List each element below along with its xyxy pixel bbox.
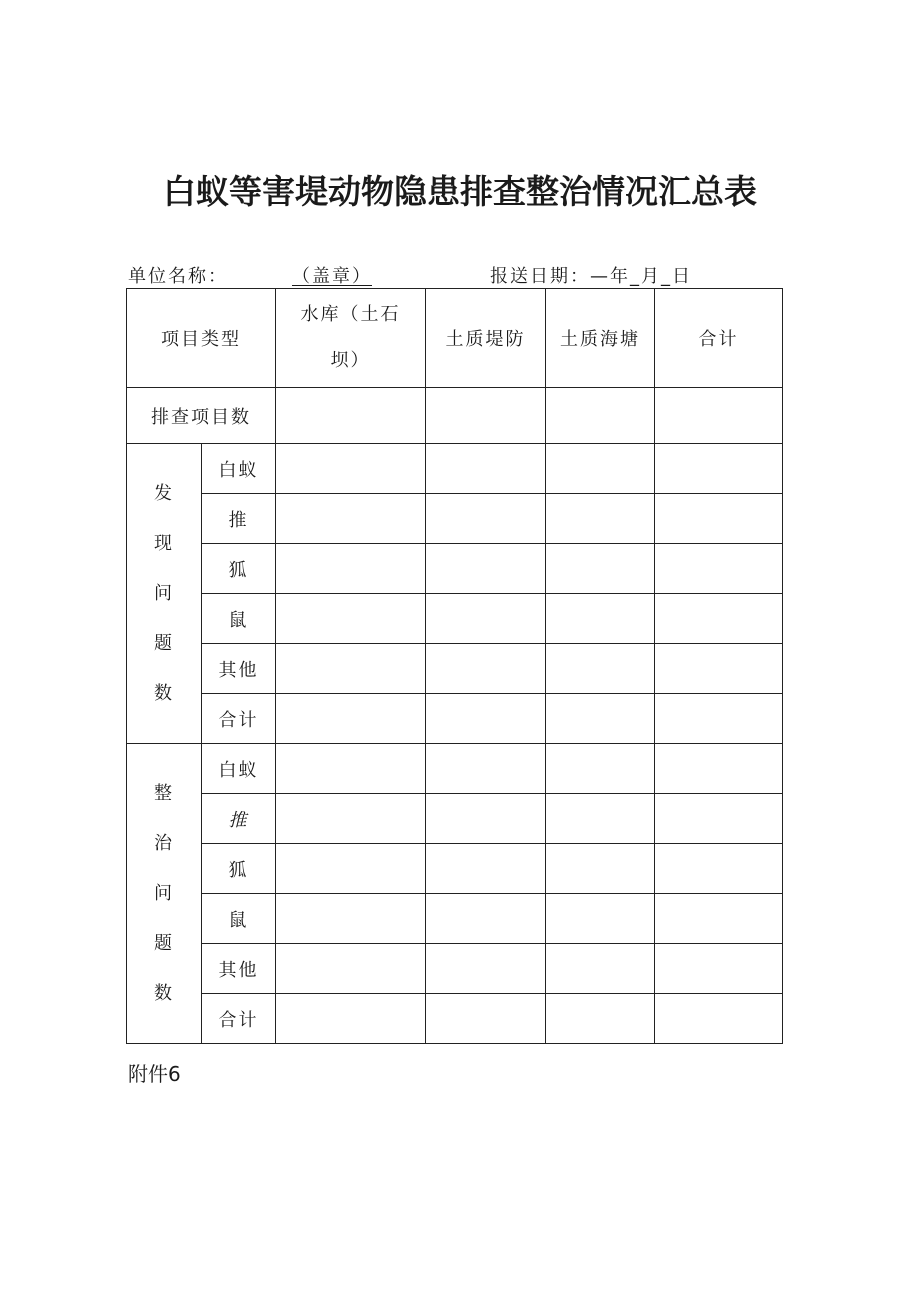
row-label: 狐	[202, 544, 276, 594]
header-reservoir-text: 水库（土石坝）	[300, 304, 401, 371]
table-cell[interactable]	[546, 594, 655, 644]
table-row	[127, 544, 783, 594]
group-label-fix	[127, 744, 202, 1044]
table-cell[interactable]	[655, 944, 783, 994]
report-date-label: 报送日期：—年_月_日	[490, 266, 692, 287]
table-cell[interactable]	[426, 844, 546, 894]
group-label-found	[127, 444, 202, 744]
table-cell[interactable]	[426, 694, 546, 744]
table-cell[interactable]	[276, 644, 426, 694]
header-reservoir	[276, 289, 426, 388]
group-label-found-text: 发现问题数	[154, 482, 174, 704]
table-row	[127, 594, 783, 644]
row-label: 推	[202, 494, 276, 544]
table-cell[interactable]	[655, 594, 783, 644]
table-cell[interactable]	[546, 994, 655, 1044]
seal-text: （盖章）	[292, 266, 372, 287]
table-cell[interactable]	[426, 794, 546, 844]
row-label: 合计	[202, 994, 276, 1044]
row-label: 合计	[202, 694, 276, 744]
table-cell[interactable]	[655, 694, 783, 744]
table-row	[127, 944, 783, 994]
table-cell[interactable]	[276, 994, 426, 1044]
table-cell[interactable]	[276, 944, 426, 994]
table-row	[127, 844, 783, 894]
header-earth-seawall: 土质海塘	[546, 289, 655, 388]
table-cell[interactable]	[655, 494, 783, 544]
header-total: 合计	[655, 289, 783, 388]
table-cell[interactable]	[546, 794, 655, 844]
table-cell[interactable]	[546, 894, 655, 944]
table-cell[interactable]	[655, 444, 783, 494]
table-cell[interactable]	[655, 644, 783, 694]
table-row	[127, 644, 783, 694]
table-cell[interactable]	[655, 794, 783, 844]
table-row	[127, 388, 783, 444]
table-cell[interactable]	[546, 494, 655, 544]
table-cell[interactable]	[655, 844, 783, 894]
table-cell[interactable]	[426, 494, 546, 544]
table-cell[interactable]	[276, 894, 426, 944]
table-row	[127, 744, 783, 794]
table-cell[interactable]	[276, 494, 426, 544]
row-label: 白蚁	[202, 444, 276, 494]
table-cell[interactable]	[546, 944, 655, 994]
table-cell[interactable]	[426, 594, 546, 644]
attachment-label: 附件6	[128, 1062, 181, 1086]
table-cell[interactable]	[655, 994, 783, 1044]
table-cell[interactable]	[546, 744, 655, 794]
table-cell[interactable]	[546, 544, 655, 594]
row-label: 推	[202, 794, 276, 844]
table-cell[interactable]	[655, 744, 783, 794]
table-cell[interactable]	[426, 644, 546, 694]
table-cell[interactable]	[655, 894, 783, 944]
summary-table	[126, 288, 783, 1044]
table-cell[interactable]	[655, 544, 783, 594]
table-cell[interactable]	[546, 644, 655, 694]
table-cell[interactable]	[276, 794, 426, 844]
seal-label	[292, 262, 372, 288]
table-cell[interactable]	[276, 844, 426, 894]
table-cell[interactable]	[276, 544, 426, 594]
row-label-inspection-count: 排查项目数	[127, 388, 276, 444]
table-cell[interactable]	[276, 594, 426, 644]
row-label: 白蚁	[202, 744, 276, 794]
table-cell[interactable]	[426, 444, 546, 494]
row-label: 狐	[202, 844, 276, 894]
table-header-row	[127, 289, 783, 388]
table-row	[127, 794, 783, 844]
table-cell[interactable]	[276, 388, 426, 444]
table-cell[interactable]	[426, 544, 546, 594]
table-cell[interactable]	[276, 744, 426, 794]
table-row	[127, 894, 783, 944]
row-label: 其他	[202, 644, 276, 694]
table-cell[interactable]	[276, 694, 426, 744]
table-cell[interactable]	[546, 844, 655, 894]
table-cell[interactable]	[655, 388, 783, 444]
table-cell[interactable]	[426, 944, 546, 994]
table-cell[interactable]	[276, 444, 426, 494]
row-label: 其他	[202, 944, 276, 994]
table-cell[interactable]	[426, 894, 546, 944]
group-label-fix-text: 整治问题数	[154, 782, 174, 1004]
table-cell[interactable]	[426, 994, 546, 1044]
table-cell[interactable]	[546, 444, 655, 494]
table-row	[127, 494, 783, 544]
header-earth-dike: 土质堤防	[426, 289, 546, 388]
table-cell[interactable]	[426, 744, 546, 794]
table-cell[interactable]	[426, 388, 546, 444]
table-row	[127, 994, 783, 1044]
table-row	[127, 444, 783, 494]
row-label: 鼠	[202, 594, 276, 644]
row-label: 鼠	[202, 894, 276, 944]
unit-name-label: 单位名称：	[128, 266, 228, 287]
table-cell[interactable]	[546, 694, 655, 744]
table-cell[interactable]	[546, 388, 655, 444]
table-row	[127, 694, 783, 744]
header-project-type: 项目类型	[127, 289, 276, 388]
page-title: 白蚁等害堤动物隐患排查整治情况汇总表	[163, 172, 757, 211]
